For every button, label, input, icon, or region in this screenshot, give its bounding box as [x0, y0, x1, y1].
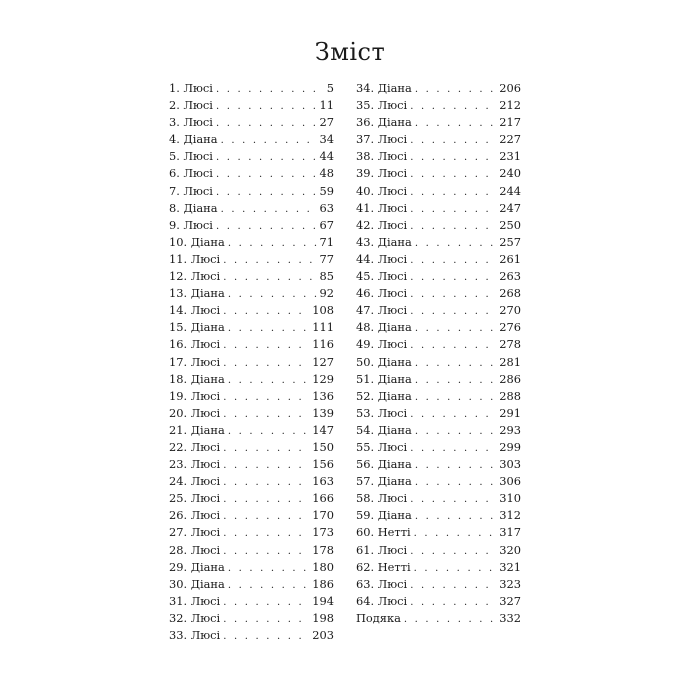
- toc-entry: [169, 251, 334, 268]
- toc-entry-page-number: 276: [499, 320, 521, 335]
- toc-entry: [169, 148, 334, 165]
- toc-dot-leader: [415, 508, 496, 524]
- toc-entry-page-number: 170: [312, 508, 334, 523]
- toc-entry-title: 6. Люсі: [169, 166, 213, 181]
- toc-entry-title: 35. Люсі: [356, 98, 408, 113]
- toc-entry-page-number: 247: [499, 200, 521, 215]
- toc-entry-page-number: 240: [499, 166, 521, 181]
- toc-entry-page-number: 44: [319, 149, 334, 164]
- toc-entry-title: 10. Діана: [169, 234, 225, 249]
- toc-entry-title: 8. Діана: [169, 200, 218, 215]
- toc-entry-page-number: 34: [319, 132, 334, 147]
- toc-entry: [356, 576, 521, 593]
- toc-entry-title: 57. Діана: [356, 474, 412, 489]
- toc-dot-leader: [223, 269, 316, 285]
- toc-entry-page-number: 278: [499, 337, 521, 352]
- toc-entry-page-number: 198: [312, 610, 334, 625]
- toc-dot-leader: [410, 577, 496, 593]
- toc-entry: [169, 456, 334, 473]
- toc-entry: [356, 285, 521, 302]
- toc-dot-leader: [410, 201, 496, 217]
- toc-entry-title: 22. Люсі: [169, 439, 221, 454]
- toc-entry-page-number: 291: [499, 405, 521, 420]
- toc-entry-page-number: 288: [499, 388, 521, 403]
- toc-entry-title: 49. Люсі: [356, 337, 408, 352]
- toc-entry-title: 27. Люсі: [169, 525, 221, 540]
- toc-entry: [356, 439, 521, 456]
- toc-entry-title: 33. Люсі: [169, 628, 221, 642]
- page-title: Зміст: [314, 38, 386, 66]
- toc-dot-leader: [221, 132, 317, 148]
- toc-entry: [356, 148, 521, 165]
- toc-dot-leader: [216, 98, 317, 114]
- toc-entry-page-number: 310: [499, 491, 521, 506]
- toc-entry-page-number: 173: [312, 525, 334, 540]
- toc-entry-page-number: 186: [312, 576, 334, 591]
- toc-dot-leader: [410, 594, 496, 610]
- toc-dot-leader: [410, 286, 496, 302]
- toc-entry: [356, 217, 521, 234]
- toc-entry-title: 31. Люсі: [169, 593, 221, 608]
- toc-entry-title: 62. Нетті: [356, 559, 411, 574]
- toc-entry-page-number: 92: [319, 286, 334, 301]
- toc-entry-title: 34. Діана: [356, 81, 412, 95]
- toc-entry: [169, 114, 334, 131]
- toc-dot-leader: [415, 235, 496, 251]
- toc-entry-page-number: 156: [312, 457, 334, 472]
- toc-dot-leader: [223, 337, 309, 353]
- toc-dot-leader: [410, 269, 496, 285]
- toc-entry-page-number: 227: [499, 132, 521, 147]
- toc-entry-page-number: 136: [312, 388, 334, 403]
- toc-entry: [169, 200, 334, 217]
- toc-entry-title: 3. Люсі: [169, 115, 213, 130]
- toc-entry-page-number: 48: [319, 166, 334, 181]
- toc-column-right: [356, 80, 521, 627]
- toc-entry: [169, 542, 334, 559]
- toc-entry-page-number: 257: [499, 234, 521, 249]
- toc-entry: [356, 354, 521, 371]
- toc-entry-page-number: 323: [499, 576, 521, 591]
- toc-entry-page-number: 299: [499, 439, 521, 454]
- toc-entry-page-number: 206: [499, 81, 521, 95]
- toc-entry: [356, 405, 521, 422]
- toc-entry-title: 15. Діана: [169, 320, 225, 335]
- toc-entry-title: 18. Діана: [169, 371, 225, 386]
- toc-entry-title: 2. Люсі: [169, 98, 213, 113]
- toc-entry: [356, 319, 521, 336]
- toc-dot-leader: [410, 184, 496, 200]
- toc-entry-title: 46. Люсі: [356, 286, 408, 301]
- toc-entry-title: 44. Люсі: [356, 251, 408, 266]
- toc-dot-leader: [410, 252, 496, 268]
- toc-entry-page-number: 270: [499, 303, 521, 318]
- toc-entry: [169, 234, 334, 251]
- toc-entry-page-number: 312: [499, 508, 521, 523]
- toc-entry: [169, 336, 334, 353]
- toc-dot-leader: [415, 81, 496, 97]
- toc-dot-leader: [415, 423, 496, 439]
- toc-dot-leader: [410, 406, 496, 422]
- toc-entry-title: 42. Люсі: [356, 217, 408, 232]
- toc-dot-leader: [228, 577, 309, 593]
- toc-dot-leader: [410, 98, 496, 114]
- toc-entry-title: 54. Діана: [356, 422, 412, 437]
- toc-dot-leader: [410, 337, 496, 353]
- toc-entry-page-number: 129: [312, 371, 334, 386]
- toc-entry-page-number: 286: [499, 371, 521, 386]
- toc-entry-page-number: 139: [312, 405, 334, 420]
- toc-dot-leader: [223, 508, 309, 524]
- toc-entry-title: Подяка: [356, 610, 401, 625]
- toc-entry-title: 20. Люсі: [169, 405, 221, 420]
- toc-dot-leader: [410, 543, 496, 559]
- toc-entry-title: 29. Діана: [169, 559, 225, 574]
- toc-entry-title: 64. Люсі: [356, 593, 408, 608]
- toc-entry-page-number: 77: [319, 251, 334, 266]
- toc-entry-page-number: 150: [312, 439, 334, 454]
- toc-entry-title: 26. Люсі: [169, 508, 221, 523]
- toc-dot-leader: [415, 389, 496, 405]
- toc-entry-page-number: 244: [499, 183, 521, 198]
- toc-entry-title: 32. Люсі: [169, 610, 221, 625]
- toc-entry-title: 28. Люсі: [169, 542, 221, 557]
- toc-entry: [356, 251, 521, 268]
- toc-entry-title: 12. Люсі: [169, 269, 221, 284]
- toc-entry-title: 51. Діана: [356, 371, 412, 386]
- toc-dot-leader: [228, 286, 317, 302]
- toc-entry: [356, 268, 521, 285]
- toc-entry: [169, 405, 334, 422]
- toc-entry-page-number: 268: [499, 286, 521, 301]
- toc-entry: [169, 319, 334, 336]
- toc-entry-title: 52. Діана: [356, 388, 412, 403]
- toc-entry: [169, 576, 334, 593]
- toc-entry-title: 13. Діана: [169, 286, 225, 301]
- toc-entry-title: 50. Діана: [356, 354, 412, 369]
- toc-entry-page-number: 317: [499, 525, 521, 540]
- toc-entry-title: 17. Люсі: [169, 354, 221, 369]
- toc-entry: [169, 524, 334, 541]
- toc-entry-title: 16. Люсі: [169, 337, 221, 352]
- toc-entry-title: 39. Люсі: [356, 166, 408, 181]
- toc-dot-leader: [216, 166, 317, 182]
- toc-entry-page-number: 320: [499, 542, 521, 557]
- toc-entry: [169, 422, 334, 439]
- toc-dot-leader: [223, 491, 309, 507]
- toc-entry-page-number: 27: [319, 115, 334, 130]
- toc-entry-title: 9. Люсі: [169, 217, 213, 232]
- toc-entry: [169, 131, 334, 148]
- toc-entry-page-number: 5: [326, 81, 334, 95]
- toc-entry: [169, 610, 334, 627]
- toc-entry: [356, 131, 521, 148]
- toc-entry-title: 23. Люсі: [169, 457, 221, 472]
- toc-entry-title: 30. Діана: [169, 576, 225, 591]
- toc-dot-leader: [223, 440, 309, 456]
- toc-entry: [356, 371, 521, 388]
- toc-entry: [356, 507, 521, 524]
- toc-entry-title: 59. Діана: [356, 508, 412, 523]
- toc-entry-title: 36. Діана: [356, 115, 412, 130]
- toc-dot-leader: [216, 149, 317, 165]
- toc-entry-title: 21. Діана: [169, 422, 225, 437]
- toc-entry-title: 14. Люсі: [169, 303, 221, 318]
- toc-entry-title: 37. Люсі: [356, 132, 408, 147]
- toc-entry-title: 45. Люсі: [356, 269, 408, 284]
- toc-entry: [169, 507, 334, 524]
- toc-dot-leader: [415, 474, 496, 490]
- toc-entry: [169, 388, 334, 405]
- toc-dot-leader: [414, 525, 497, 541]
- toc-entry: [356, 114, 521, 131]
- toc-entry-page-number: 111: [312, 320, 334, 335]
- toc-entry-page-number: 85: [319, 269, 334, 284]
- toc-entry: [356, 336, 521, 353]
- toc-dot-leader: [216, 184, 317, 200]
- toc-entry-title: 56. Діана: [356, 457, 412, 472]
- toc-entry-title: 7. Люсі: [169, 183, 213, 198]
- toc-entry: [356, 183, 521, 200]
- toc-entry: [356, 97, 521, 114]
- toc-dot-leader: [223, 543, 309, 559]
- toc-entry-title: 61. Люсі: [356, 542, 408, 557]
- toc-dot-leader: [223, 474, 309, 490]
- toc-entry: [356, 524, 521, 541]
- toc-entry: [169, 473, 334, 490]
- toc-entry-title: 19. Люсі: [169, 388, 221, 403]
- toc-dot-leader: [216, 81, 324, 97]
- toc-dot-leader: [228, 235, 317, 251]
- toc-entry: [356, 422, 521, 439]
- toc-entry-page-number: 306: [499, 474, 521, 489]
- toc-dot-leader: [415, 320, 496, 336]
- toc-entry: [356, 593, 521, 610]
- toc-entry-page-number: 178: [312, 542, 334, 557]
- toc-entry: [356, 559, 521, 576]
- toc-dot-leader: [228, 320, 309, 336]
- toc-entry-title: 24. Люсі: [169, 474, 221, 489]
- toc-dot-leader: [223, 406, 309, 422]
- toc-dot-leader: [223, 628, 309, 644]
- toc-dot-leader: [410, 132, 496, 148]
- toc-entry-page-number: 321: [499, 559, 521, 574]
- toc-dot-leader: [223, 252, 316, 268]
- toc-entry: [169, 268, 334, 285]
- toc-entry: [169, 490, 334, 507]
- toc-dot-leader: [223, 389, 309, 405]
- toc-entry: [169, 183, 334, 200]
- toc-entry-page-number: 281: [499, 354, 521, 369]
- toc-dot-leader: [221, 201, 317, 217]
- toc-dot-leader: [223, 611, 309, 627]
- toc-entry: [169, 302, 334, 319]
- toc-entry: [169, 627, 334, 644]
- toc-entry-page-number: 116: [312, 337, 334, 352]
- toc-dot-leader: [410, 149, 496, 165]
- toc-entry: [356, 388, 521, 405]
- toc-entry: [169, 371, 334, 388]
- toc-entry-page-number: 332: [499, 610, 521, 625]
- toc-entry: [356, 473, 521, 490]
- toc-entry-title: 55. Люсі: [356, 439, 408, 454]
- toc-entry-title: 1. Люсі: [169, 81, 213, 95]
- toc-dot-leader: [223, 525, 309, 541]
- toc-dot-leader: [216, 218, 317, 234]
- toc-entry-page-number: 203: [312, 628, 334, 642]
- toc-entry: [356, 610, 521, 627]
- toc-entry: [169, 97, 334, 114]
- toc-entry-title: 53. Люсі: [356, 405, 408, 420]
- toc-entry-title: 25. Люсі: [169, 491, 221, 506]
- toc-entry: [356, 542, 521, 559]
- toc-entry: [356, 456, 521, 473]
- toc-dot-leader: [410, 166, 496, 182]
- toc-dot-leader: [415, 115, 496, 131]
- toc-entry: [169, 354, 334, 371]
- toc-dot-leader: [228, 423, 309, 439]
- toc-dot-leader: [415, 372, 496, 388]
- toc-entry-page-number: 194: [312, 593, 334, 608]
- toc-entry: [356, 490, 521, 507]
- toc-dot-leader: [410, 303, 496, 319]
- toc-entry: [356, 165, 521, 182]
- toc-entry-page-number: 163: [312, 474, 334, 489]
- toc-entry: [169, 165, 334, 182]
- toc-entry-page-number: 67: [319, 217, 334, 232]
- toc-entry-page-number: 71: [319, 234, 334, 249]
- toc-entry-page-number: 231: [499, 149, 521, 164]
- toc-entry-page-number: 261: [499, 251, 521, 266]
- toc-entry-title: 60. Нетті: [356, 525, 411, 540]
- toc-entry-page-number: 166: [312, 491, 334, 506]
- toc-entry-page-number: 293: [499, 422, 521, 437]
- toc-entry-page-number: 11: [319, 98, 334, 113]
- toc-entry-page-number: 180: [312, 559, 334, 574]
- toc-entry-title: 47. Люсі: [356, 303, 408, 318]
- toc-entry-page-number: 59: [319, 183, 334, 198]
- toc-dot-leader: [216, 115, 317, 131]
- toc-entry-page-number: 63: [319, 200, 334, 215]
- toc-entry: [356, 200, 521, 217]
- toc-entry-title: 4. Діана: [169, 132, 218, 147]
- toc-entry: [169, 593, 334, 610]
- toc-entry-title: 40. Люсі: [356, 183, 408, 198]
- toc-entry: [356, 302, 521, 319]
- toc-dot-leader: [414, 560, 497, 576]
- toc-entry-page-number: 127: [312, 354, 334, 369]
- toc-entry: [169, 217, 334, 234]
- toc-entry-title: 5. Люсі: [169, 149, 213, 164]
- toc-entry: [356, 80, 521, 97]
- toc-entry-title: 11. Люсі: [169, 251, 221, 266]
- toc-dot-leader: [223, 594, 309, 610]
- toc-entry-page-number: 263: [499, 269, 521, 284]
- toc-dot-leader: [410, 218, 496, 234]
- toc-dot-leader: [404, 611, 496, 627]
- toc-entry: [169, 439, 334, 456]
- toc-dot-leader: [415, 355, 496, 371]
- toc-entry-page-number: 303: [499, 457, 521, 472]
- toc-entry-page-number: 147: [312, 422, 334, 437]
- toc-entry: [169, 559, 334, 576]
- toc-entry-title: 38. Люсі: [356, 149, 408, 164]
- toc-entry-page-number: 108: [312, 303, 334, 318]
- toc-dot-leader: [415, 457, 496, 473]
- toc-entry-title: 43. Діана: [356, 234, 412, 249]
- toc-entry: [169, 285, 334, 302]
- toc-dot-leader: [410, 491, 496, 507]
- toc-dot-leader: [223, 303, 309, 319]
- toc-dot-leader: [228, 372, 309, 388]
- toc-column-left: [169, 80, 334, 644]
- toc-entry: [169, 80, 334, 97]
- toc-dot-leader: [228, 560, 309, 576]
- toc-entry-title: 41. Люсі: [356, 200, 408, 215]
- toc-entry-page-number: 212: [499, 98, 521, 113]
- toc-dot-leader: [223, 457, 309, 473]
- toc-entry-page-number: 327: [499, 593, 521, 608]
- toc-dot-leader: [223, 355, 309, 371]
- toc-entry-title: 48. Діана: [356, 320, 412, 335]
- toc-entry-title: 58. Люсі: [356, 491, 408, 506]
- toc-entry-title: 63. Люсі: [356, 576, 408, 591]
- toc-entry-page-number: 217: [499, 115, 521, 130]
- toc-entry-page-number: 250: [499, 217, 521, 232]
- toc-dot-leader: [410, 440, 496, 456]
- toc-entry: [356, 234, 521, 251]
